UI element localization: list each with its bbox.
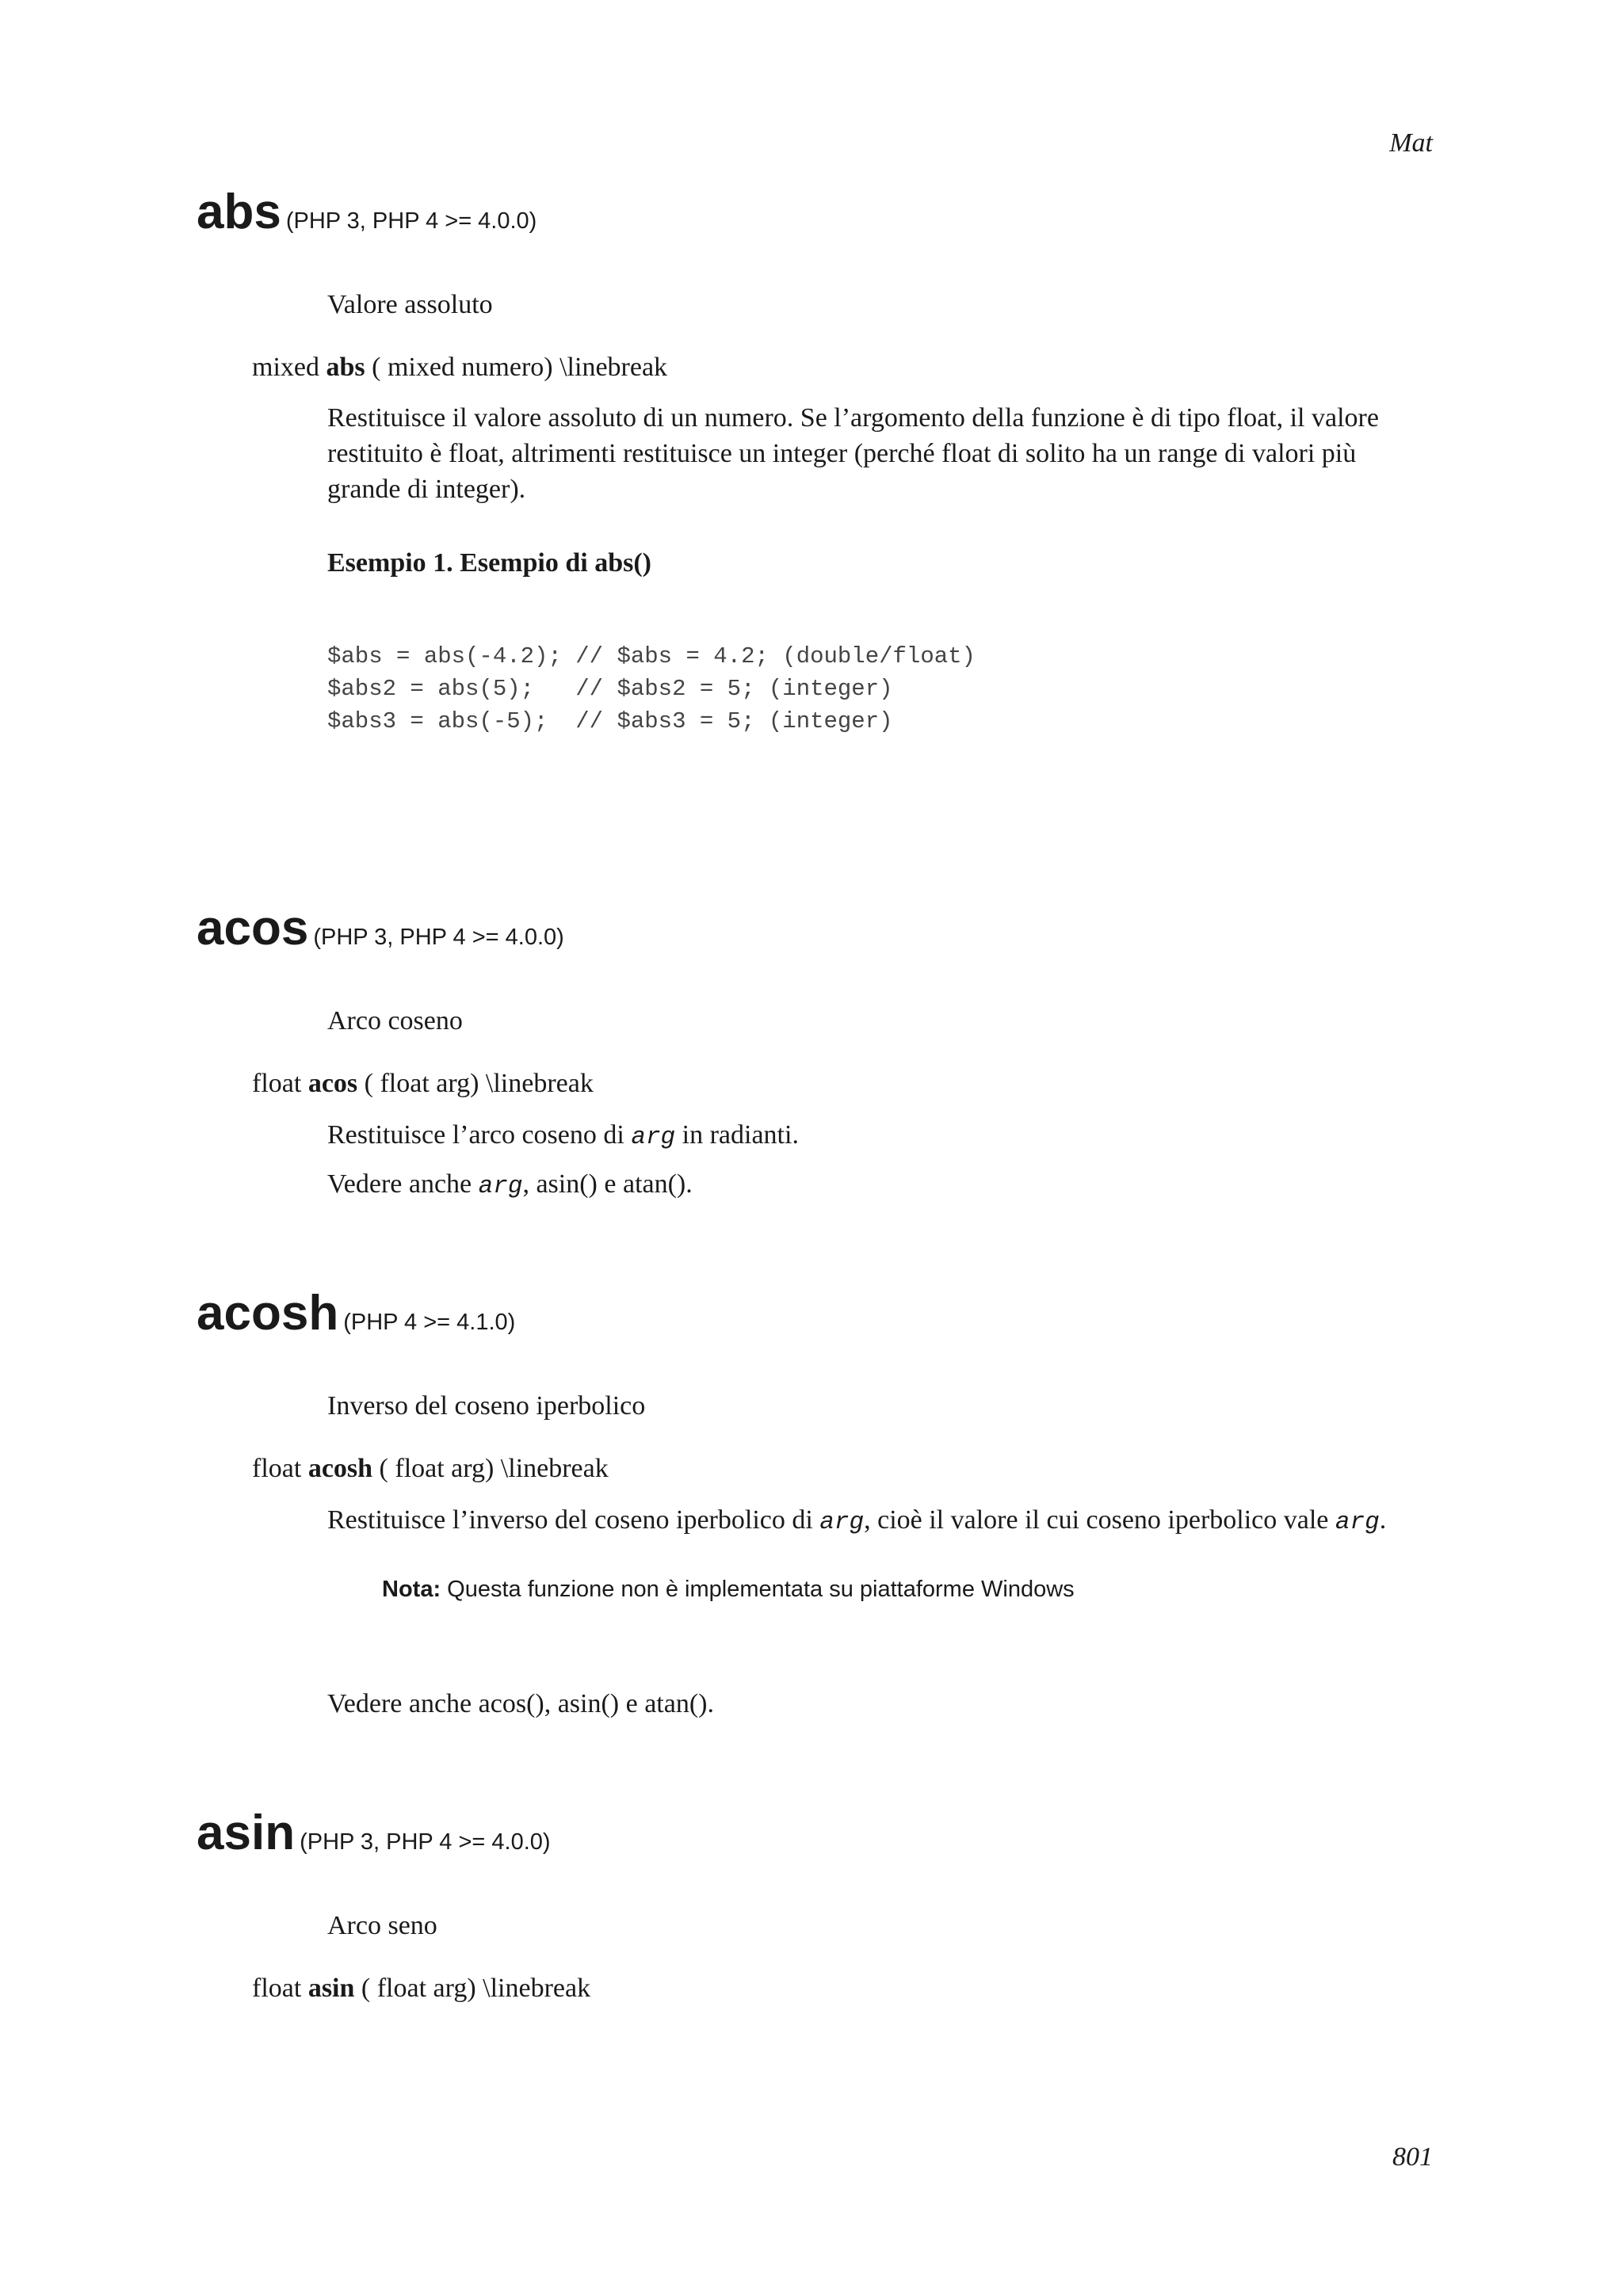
synopsis-asin [252, 1974, 590, 2004]
description-acos [327, 1117, 799, 1155]
synopsis-params: ( float arg) \linebreak [379, 1454, 609, 1483]
purpose-acos: Arco coseno [327, 1006, 463, 1035]
function-name: abs [197, 185, 281, 239]
entry-title-asin [197, 1805, 551, 1861]
see-also-acos [327, 1166, 693, 1204]
synopsis-acos [252, 1069, 594, 1099]
code-block-abs [327, 640, 976, 738]
synopsis-abs [252, 353, 667, 383]
entry-title-acosh [197, 1285, 515, 1341]
page-number: 801 [1392, 2142, 1433, 2172]
description-text: Restituisce l’inverso del coseno iperbolico di [327, 1505, 820, 1535]
note-label: Nota: [382, 1577, 441, 1602]
function-name: acosh [197, 1286, 339, 1341]
purpose-asin: Arco seno [327, 1911, 437, 1940]
description-text: in radianti. [675, 1120, 799, 1150]
entry-title-acos [197, 900, 564, 956]
description-text: . [1379, 1505, 1387, 1535]
return-type: mixed [252, 353, 319, 382]
see-also-text: Vedere anche [327, 1169, 479, 1199]
param-arg: arg [819, 1508, 865, 1536]
synopsis-params: ( float arg) \linebreak [364, 1069, 594, 1098]
description-text: , cioè il valore il cui coseno iperbolico vale [864, 1505, 1335, 1535]
function-name: acos [197, 901, 309, 955]
function-version: (PHP 3, PHP 4 >= 4.0.0) [285, 208, 537, 234]
synopsis-function-name: acos [307, 1069, 358, 1098]
synopsis-function-name: abs [326, 353, 365, 382]
param-arg: arg [1335, 1508, 1380, 1536]
see-also-text: , asin() e atan(). [522, 1169, 693, 1199]
description-abs: Restituisce il valore assoluto di un numero. Se l’argomento della funzione è di tipo float, il valore restituito è float, altrimenti restituisce un integer (perché float di solito ha un range di valori più grande di integer). [327, 403, 1379, 504]
function-version: (PHP 4 >= 4.1.0) [343, 1310, 516, 1335]
code-line: $abs3 = abs(-5); // $abs3 = 5; (integer) [327, 708, 893, 734]
purpose-acosh: Inverso del coseno iperbolico [327, 1391, 646, 1421]
return-type: float [252, 1974, 302, 2003]
synopsis-function-name: asin [307, 1974, 355, 2003]
synopsis-function-name: acosh [307, 1454, 373, 1483]
param-arg: arg [478, 1173, 523, 1200]
entry-title-abs [197, 184, 537, 240]
description-text: Restituisce l’arco coseno di [327, 1120, 632, 1150]
note-text: Questa funzione non è implementata su piattaforme Windows [441, 1577, 1075, 1602]
param-arg: arg [631, 1123, 676, 1151]
purpose-abs: Valore assoluto [327, 290, 493, 319]
synopsis-acosh [252, 1454, 609, 1484]
function-name: asin [197, 1806, 296, 1860]
return-type: float [252, 1454, 302, 1483]
running-head: Mat [1389, 128, 1433, 158]
return-type: float [252, 1069, 302, 1098]
code-line: $abs = abs(-4.2); // $abs = 4.2; (double/float) [327, 643, 976, 669]
see-also-acosh: Vedere anche acos(), asin() e atan(). [327, 1689, 714, 1718]
synopsis-params: ( mixed numero) \linebreak [372, 353, 668, 382]
function-version: (PHP 3, PHP 4 >= 4.0.0) [313, 925, 564, 950]
code-line: $abs2 = abs(5); // $abs2 = 5; (integer) [327, 676, 893, 702]
function-version: (PHP 3, PHP 4 >= 4.0.0) [300, 1829, 551, 1855]
note-acosh [382, 1577, 1075, 1603]
example-title-abs: Esempio 1. Esempio di abs() [327, 548, 651, 578]
description-acosh [327, 1502, 1386, 1540]
synopsis-params: ( float arg) \linebreak [361, 1974, 591, 2003]
